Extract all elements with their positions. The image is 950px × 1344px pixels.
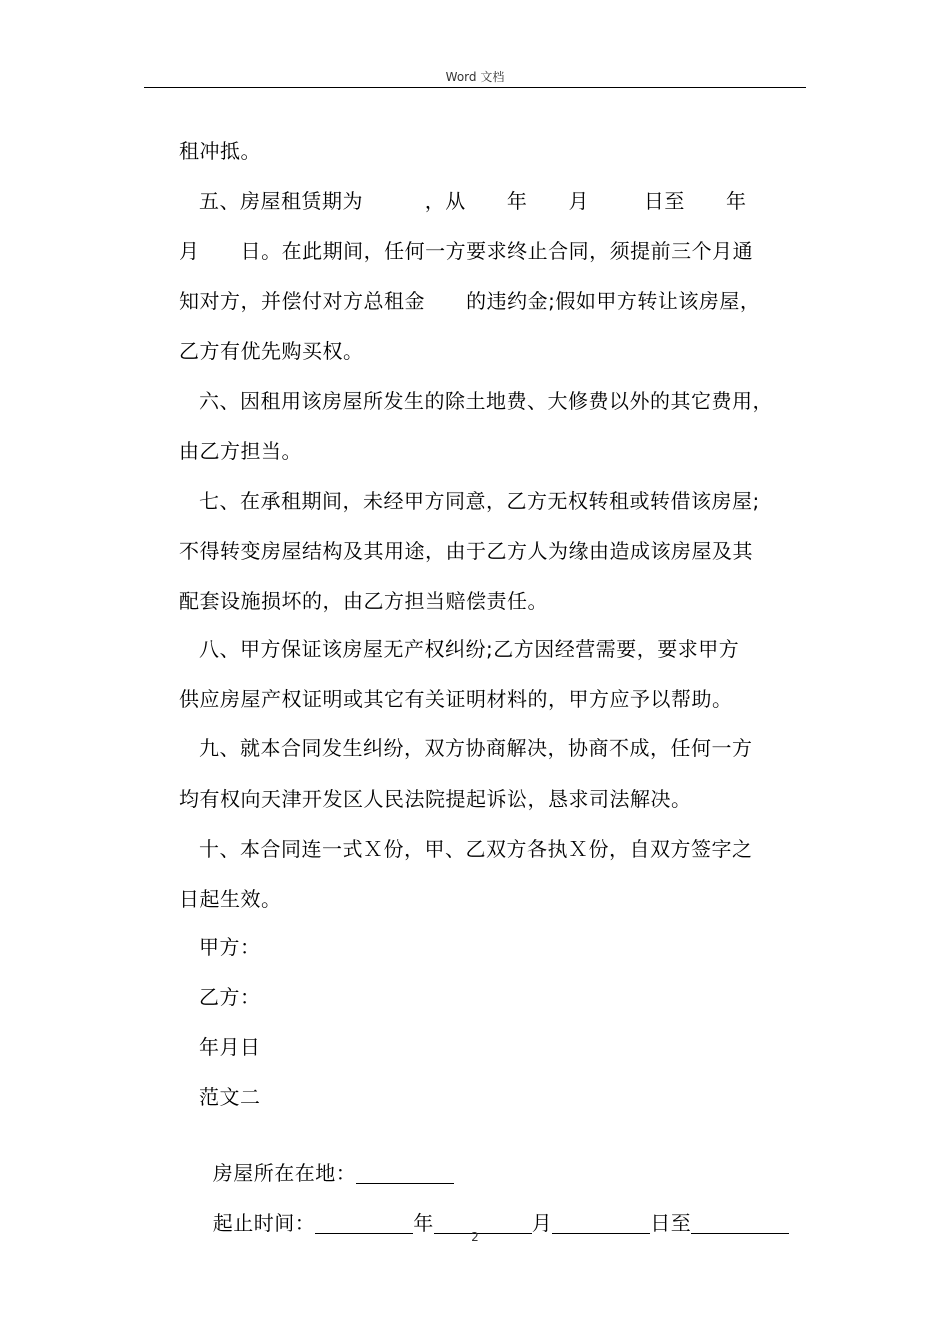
paragraph-line: 乙方有优先购买权。 — [179, 339, 364, 363]
paragraph-line: 均有权向天津开发区人民法院提起诉讼，恳求司法解决。 — [179, 787, 692, 811]
paragraph-line: 十、本合同连一式Ｘ份，甲、乙双方各执Ｘ份，自双方签字之 — [199, 837, 753, 861]
paragraph-line: 租冲抵。 — [179, 139, 261, 163]
paragraph-line: 月 日。在此期间，任何一方要求终止合同，须提前三个月通 — [179, 239, 754, 263]
paragraph-line: 知对方，并偿付对方总租金 的违约金;假如甲方转让该房屋， — [179, 289, 761, 313]
address-blank — [356, 1161, 454, 1184]
page-number: 2 — [471, 1230, 479, 1244]
signature-party-a: 甲方： — [199, 935, 261, 959]
paragraph-line: 六、因租用该房屋所发生的除土地费、大修费以外的其它费用， — [199, 389, 773, 413]
paragraph-line: 八、甲方保证该房屋无产权纠纷;乙方因经营需要，要求甲方 — [199, 637, 740, 661]
paragraph-line: 由乙方担当。 — [179, 439, 302, 463]
paragraph-line: 七、在承租期间，未经甲方同意，乙方无权转租或转借该房屋; — [199, 489, 760, 513]
section-title: 范文二 — [199, 1085, 261, 1109]
term-line — [199, 1184, 789, 1236]
paragraph-line: 九、就本合同发生纠纷，双方协商解决，协商不成，任何一方 — [199, 736, 753, 760]
paragraph-line: 五、房屋租赁期为 ，从 年 月 日至 年 — [199, 189, 747, 213]
header-rule — [144, 87, 806, 88]
address-label: 房屋所在在地： — [212, 1161, 357, 1185]
term-label: 起止时间： — [212, 1211, 316, 1235]
page-header: Word 文档 — [445, 70, 505, 84]
signature-date: 年月日 — [199, 1035, 261, 1059]
paragraph-line: 日起生效。 — [179, 887, 282, 911]
paragraph-line: 配套设施损坏的，由乙方担当赔偿责任。 — [179, 589, 548, 613]
address-line — [199, 1134, 454, 1186]
month-label: 月 — [531, 1211, 553, 1235]
paragraph-line: 不得转变房屋结构及其用途，由于乙方人为缘由造成该房屋及其 — [179, 539, 753, 563]
paragraph-line: 供应房屋产权证明或其它有关证明材料的，甲方应予以帮助。 — [179, 687, 733, 711]
day-to-label: 日至 — [650, 1211, 692, 1235]
signature-party-b: 乙方： — [199, 985, 261, 1009]
year-label: 年 — [413, 1211, 434, 1235]
